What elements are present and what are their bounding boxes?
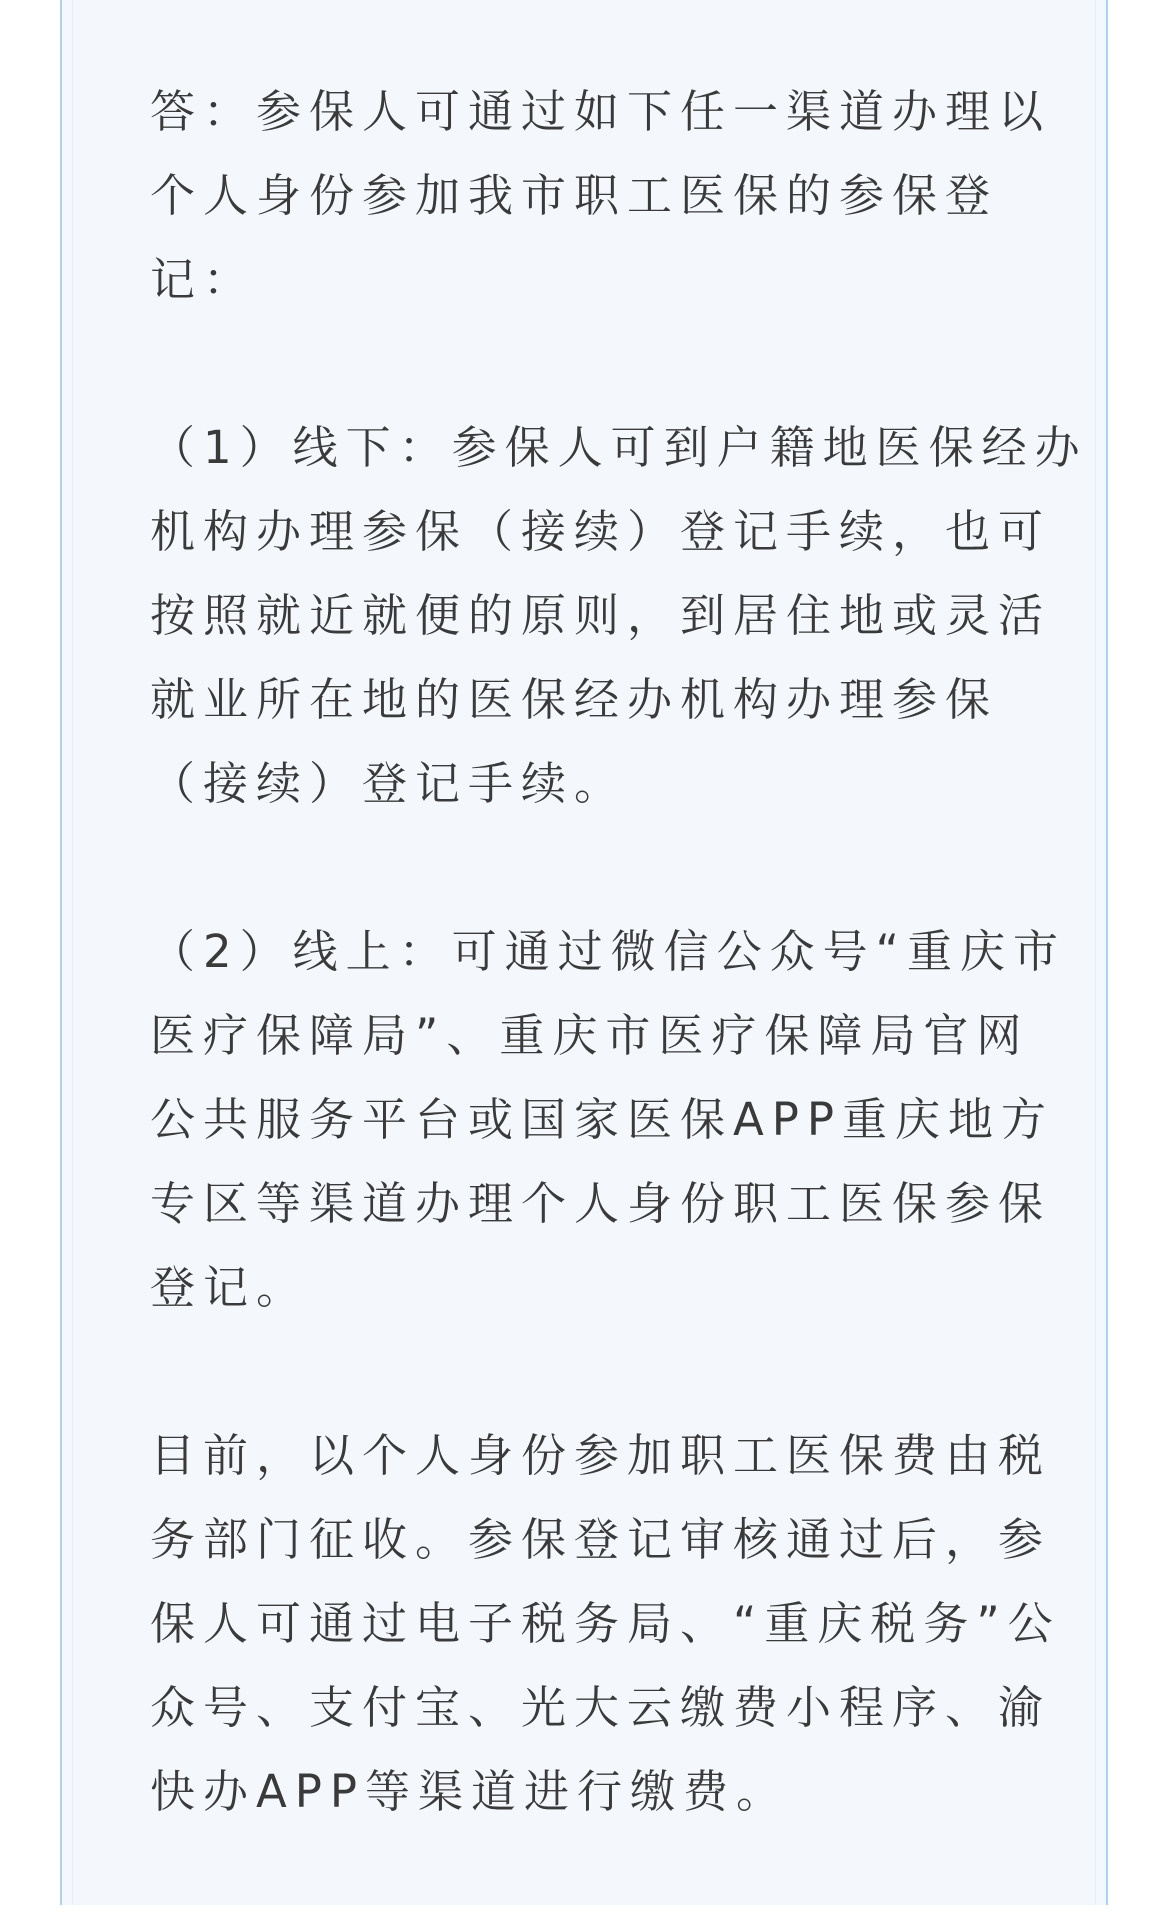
answer-paragraph	[150, 70, 1052, 322]
online-paragraph	[150, 910, 1066, 1330]
article-content	[150, 70, 1088, 1918]
text-line: （2）线上：可通过微信公众号“重庆市	[150, 925, 1066, 978]
text-line: 保人可通过电子税务局、“重庆税务”公	[150, 1597, 1061, 1650]
text-line: 众号、支付宝、光大云缴费小程序、渝	[150, 1681, 1052, 1734]
text-line: 登记。	[150, 1261, 310, 1314]
text-line: 个人身份参加我市职工医保的参保登	[150, 169, 999, 222]
text-line: 务部门征收。参保登记审核通过后，参	[150, 1513, 1052, 1566]
text-line: （1）线下：参保人可到户籍地医保经办	[150, 421, 1088, 474]
payment-paragraph	[150, 1414, 1061, 1834]
text-line: 专区等渠道办理个人身份职工医保参保	[150, 1177, 1052, 1230]
text-line: 按照就近就便的原则，到居住地或灵活	[150, 589, 1052, 642]
text-line: 机构办理参保（接续）登记手续，也可	[150, 505, 1052, 558]
text-line: 公共服务平台或国家医保APP重庆地方	[150, 1093, 1055, 1146]
offline-paragraph	[150, 406, 1088, 826]
text-line: 目前，以个人身份参加职工医保费由税	[150, 1429, 1052, 1482]
text-line: 医疗保障局”、重庆市医疗保障局官网	[150, 1009, 1030, 1062]
text-line: 快办APP等渠道进行缴费。	[150, 1765, 790, 1818]
text-line: 答：参保人可通过如下任一渠道办理以	[150, 85, 1052, 138]
text-line: 就业所在地的医保经办机构办理参保	[150, 673, 999, 726]
text-line: （接续）登记手续。	[150, 757, 628, 810]
text-line: 记：	[150, 253, 257, 306]
